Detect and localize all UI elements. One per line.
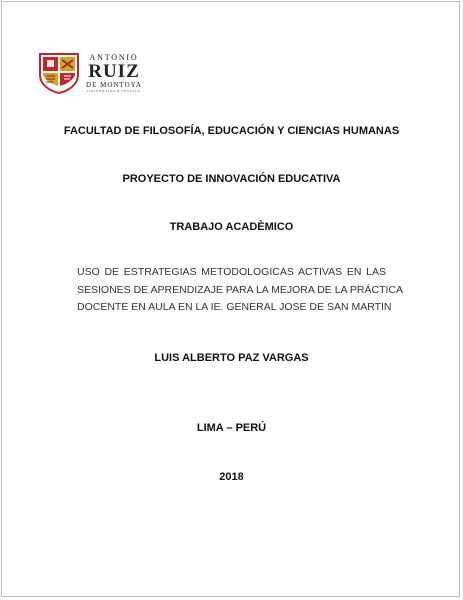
place-label: LIMA – PERÚ <box>196 422 267 434</box>
logo-line-antonio: ANTONIO <box>89 53 139 62</box>
shield-icon <box>37 51 81 95</box>
project-heading: PROYECTO DE INNOVACIÓN EDUCATIVA <box>122 173 341 185</box>
thesis-title-line: DOCENTE EN AULA EN LA IE. GENERAL JOSE DE SAN MARTIN <box>77 301 392 313</box>
logo-line-tagline: UNIVERSIDAD JESUITA <box>87 89 141 93</box>
thesis-title-line: SESIONES DE APRENDIZAJE PARA LA MEJORA DE LA PRÁCTICA <box>77 283 403 296</box>
logo-line-ruiz: RUIZ <box>88 61 140 82</box>
logo-line-montoya: DE MONTOYA <box>86 81 142 89</box>
logo-wordmark <box>83 53 145 94</box>
university-logo <box>37 51 147 95</box>
year-label: 2018 <box>219 471 244 483</box>
author-name: LUIS ALBERTO PAZ VARGAS <box>154 352 309 364</box>
thesis-title <box>77 264 403 317</box>
work-type-heading: TRABAJO ACADÈMICO <box>169 221 294 233</box>
faculty-heading: FACULTAD DE FILOSOFÍA, EDUCACIÓN Y CIENCIAS HUMANAS <box>63 125 400 137</box>
thesis-title-line: USO DE ESTRATEGIAS METODOLOGICAS ACTIVAS EN LAS <box>77 266 386 278</box>
